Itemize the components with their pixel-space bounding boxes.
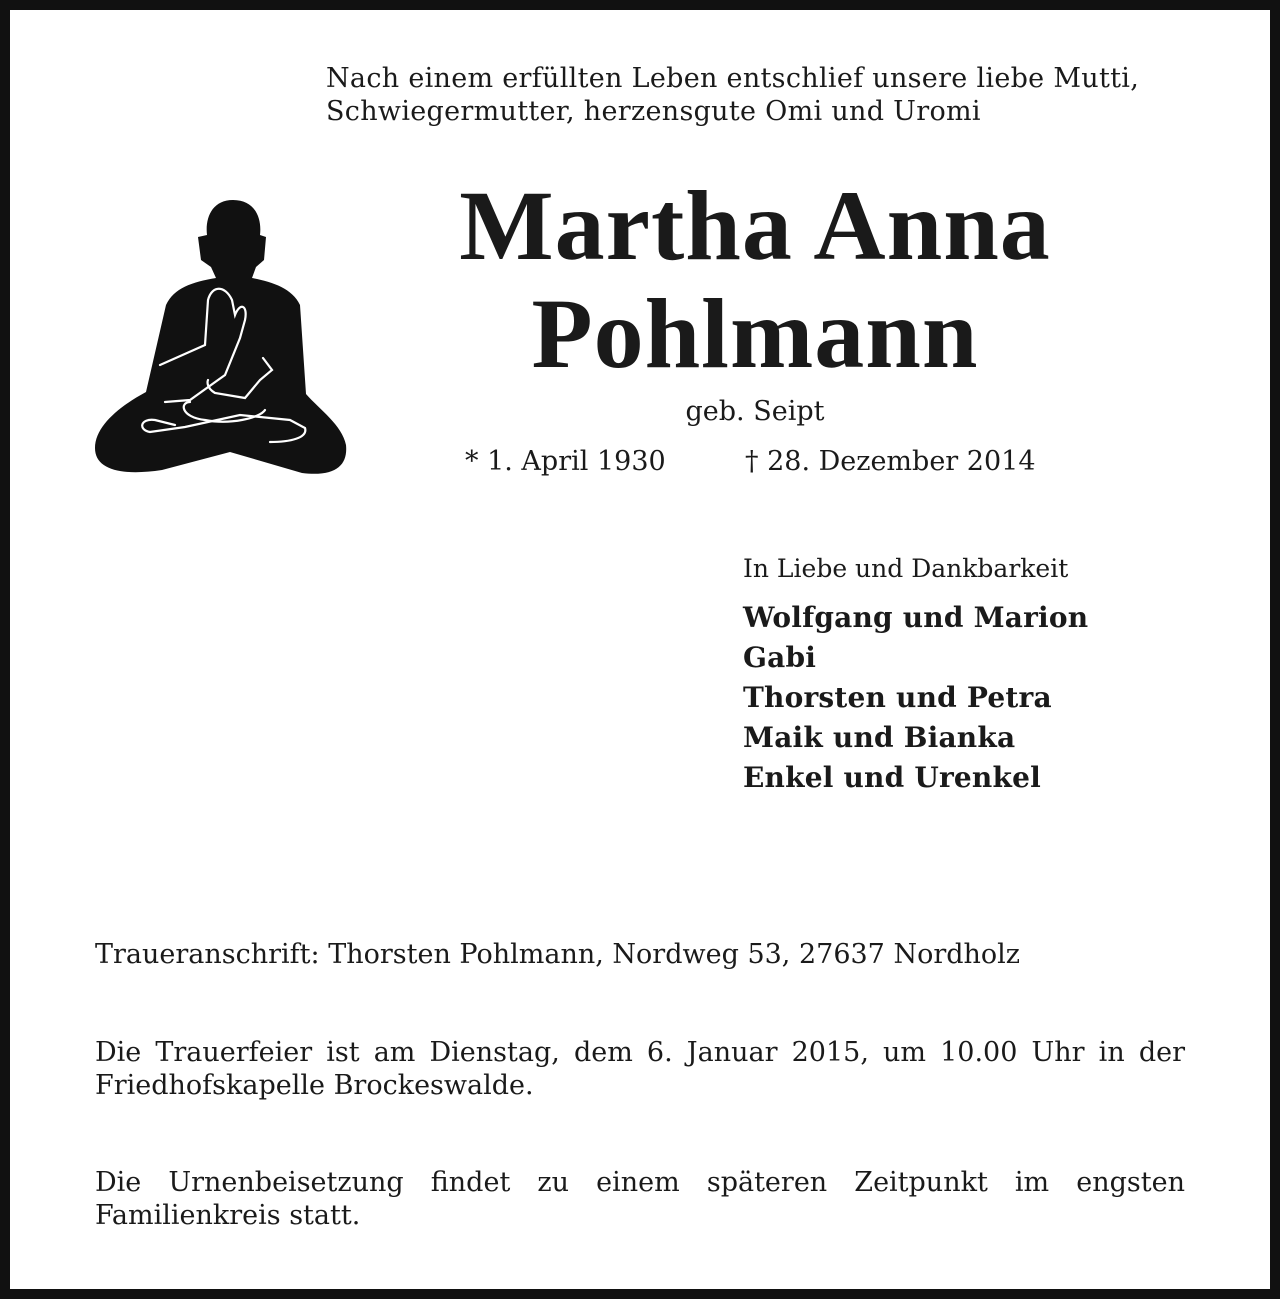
thanks-line: In Liebe und Dankbarkeit <box>743 554 1069 583</box>
family-member: Gabi <box>743 641 817 674</box>
family-list <box>743 598 1088 798</box>
intro-text <box>326 62 1139 128</box>
funeral-info: Die Trauerfeier ist am Dienstag, dem 6. Januar 2015, um 10.00 Uhr in der Friedhofskapelle Brockeswalde. <box>95 1037 1185 1101</box>
birth-date: * 1. April 1930 <box>465 446 666 477</box>
name-line-2: Pohlmann <box>531 278 979 389</box>
family-member: Wolfgang und Marion <box>743 601 1089 634</box>
deceased-name <box>300 172 1210 388</box>
family-member: Maik und Bianka <box>743 721 1016 754</box>
family-member: Enkel und Urenkel <box>743 761 1041 794</box>
intro-line: Nach einem erfüllten Leben entschlief unsere liebe Mutti, <box>326 63 1140 94</box>
intro-line: Schwiegermutter, herzensgute Omi und Uromi <box>326 96 981 127</box>
birth-name: geb. Seipt <box>685 396 825 427</box>
death-date: † 28. Dezember 2014 <box>745 446 1036 477</box>
urn-burial-info: Die Urnenbeisetzung findet zu einem späteren Zeitpunkt im engsten Familienkreis statt. <box>95 1167 1185 1231</box>
name-line-1: Martha Anna <box>459 170 1051 281</box>
family-member: Thorsten und Petra <box>743 681 1052 714</box>
mourning-address: Traueranschrift: Thorsten Pohlmann, Nordweg 53, 27637 Nordholz <box>95 939 1021 970</box>
